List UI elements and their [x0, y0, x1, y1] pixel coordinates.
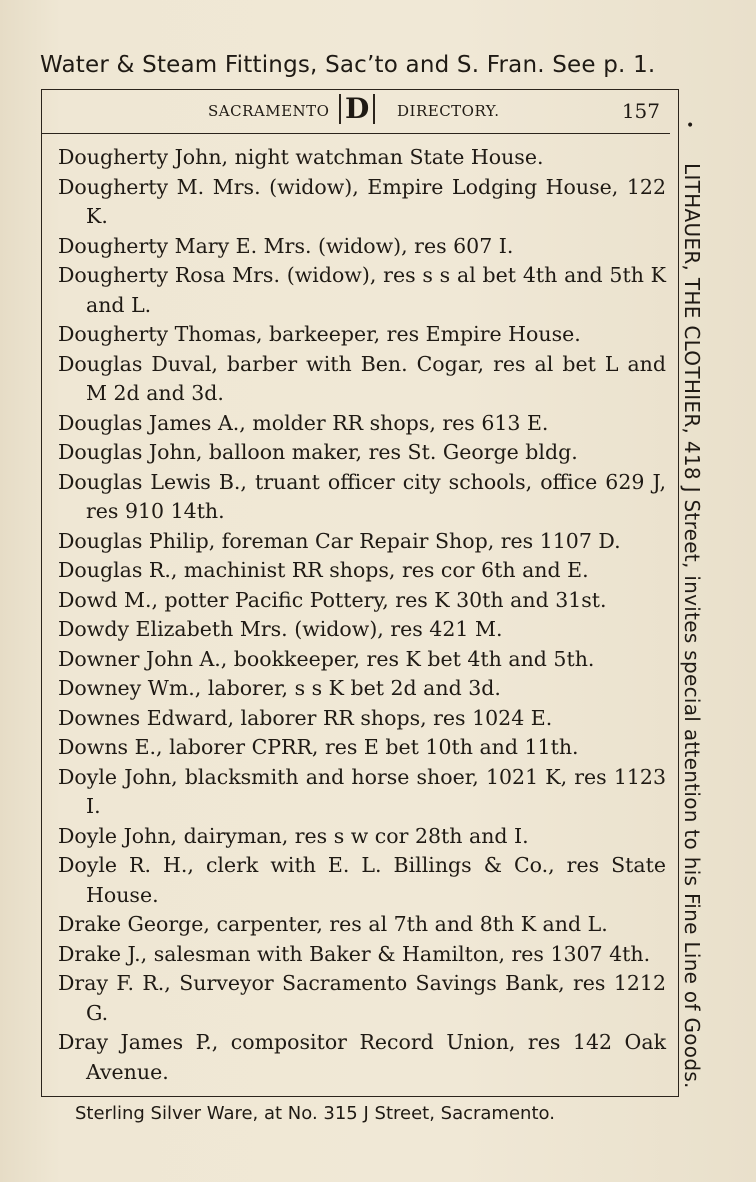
list-item: Douglas John, balloon maker, res St. George bldg.: [58, 440, 578, 464]
list-item: Dowdy Elizabeth Mrs. (widow), res 421 M.: [58, 617, 503, 641]
list-item: Doyle John, blacksmith and horse shoer, 1021 K, res 1123 I.: [58, 764, 666, 818]
directory-entries: [58, 143, 666, 1087]
list-item: Downs E., laborer CPRR, res E bet 10th and 11th.: [58, 735, 579, 759]
sidebar-ad-text: LITHAUER, THE CLOTHIER, 418 J Street, invites special attention to his Fine Line of Goods.: [680, 163, 704, 1089]
list-item: Dougherty Rosa Mrs. (widow), res s s al bet 4th and 5th K and L.: [58, 263, 666, 317]
list-item: Douglas Lewis B., truant officer city schools, office 629 J, res 910 14th.: [58, 469, 666, 523]
header-city: SACRAMENTO: [208, 102, 330, 120]
list-item: Dray F. R., Surveyor Sacramento Savings Bank, res 1212 G.: [58, 971, 666, 1025]
running-header: [42, 90, 678, 132]
page-frame: [41, 89, 679, 1097]
page-number: 157: [621, 99, 660, 123]
list-item: Downer John A., bookkeeper, res K bet 4th and 5th.: [58, 646, 595, 671]
list-item: Dougherty Mary E. Mrs. (widow), res 607 I.: [58, 233, 514, 258]
list-item: Douglas Duval, barber with Ben. Cogar, res al bet L and M 2d and 3d.: [58, 351, 666, 405]
margin-dot: •: [686, 118, 695, 134]
list-item: Dougherty Thomas, barkeeper, res Empire House.: [58, 322, 581, 346]
list-item: Downes Edward, laborer RR shops, res 1024 E.: [58, 705, 553, 730]
footer-advertisement: Sterling Silver Ware, at No. 315 J Street, Sacramento.: [75, 1103, 555, 1124]
header-rule: [42, 133, 670, 134]
top-banner-advertisement: Water & Steam Fittings, Sac’to and S. Fran. See p. 1.: [40, 52, 656, 78]
list-item: Douglas R., machinist RR shops, res cor 6th and E.: [58, 558, 589, 582]
list-item: Doyle R. H., clerk with E. L. Billings & Co., res State House.: [58, 853, 666, 907]
list-item: Douglas James A., molder RR shops, res 613 E.: [58, 410, 549, 435]
list-item: Douglas Philip, foreman Car Repair Shop, res 1107 D.: [58, 528, 621, 553]
list-item: Doyle John, dairyman, res s w cor 28th and I.: [58, 823, 529, 848]
header-directory: DIRECTORY.: [397, 102, 500, 120]
list-item: Dougherty M. Mrs. (widow), Empire Lodging House, 122 K.: [58, 174, 666, 228]
list-item: Dray James P., compositor Record Union, res 142 Oak Avenue.: [58, 1030, 666, 1084]
list-item: Drake J., salesman with Baker & Hamilton, res 1307 4th.: [58, 941, 651, 966]
sidebar-advertisement: [678, 163, 704, 1089]
list-item: Downey Wm., laborer, s s K bet 2d and 3d.: [58, 676, 501, 700]
list-item: Dougherty John, night watchman State House.: [58, 145, 544, 169]
header-section-letter: D: [339, 94, 375, 124]
list-item: Drake George, carpenter, res al 7th and 8th K and L.: [58, 912, 608, 936]
list-item: Dowd M., potter Pacific Pottery, res K 30th and 31st.: [58, 587, 607, 612]
